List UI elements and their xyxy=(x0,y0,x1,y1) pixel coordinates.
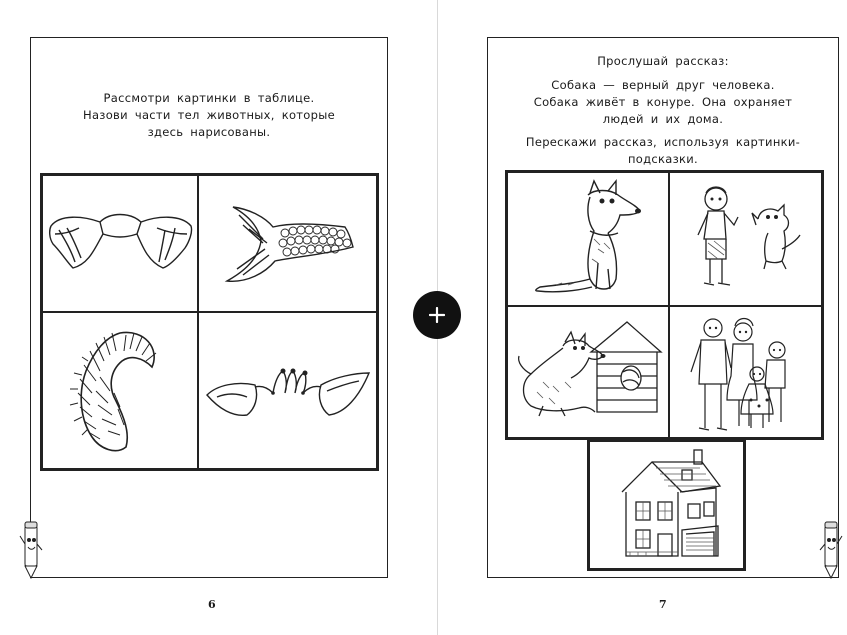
pencil-mascot-icon xyxy=(818,520,844,580)
right-picture-bottom xyxy=(587,439,746,571)
pencil-mascot-icon xyxy=(18,520,44,580)
house-illustration xyxy=(589,441,744,569)
instruction-line: Назови части тел животных, которые xyxy=(83,108,335,122)
animal-ears-illustration xyxy=(42,175,198,312)
left-instruction xyxy=(40,90,378,141)
story-title: Прослушай рассказ: xyxy=(597,54,729,68)
story-line: Собака — верный друг человека. xyxy=(551,78,775,92)
fish-tail-illustration xyxy=(198,175,377,312)
plus-icon xyxy=(429,307,445,323)
page-number-left: 6 xyxy=(208,598,216,611)
add-page-button[interactable] xyxy=(413,291,461,339)
squirrel-tail-illustration xyxy=(42,312,198,469)
page-number-right: 7 xyxy=(659,598,667,611)
story-line: Собака живёт в конуре. Она охраняет xyxy=(533,95,793,109)
dog-at-kennel-illustration xyxy=(507,306,669,438)
retell-task: Перескажи рассказ, используя картинки-подсказки. xyxy=(525,135,801,166)
sitting-dog-illustration xyxy=(507,172,669,306)
fox-ears-illustration xyxy=(198,312,377,469)
right-story xyxy=(492,53,834,168)
boy-with-dog-illustration xyxy=(669,172,822,306)
instruction-line: Рассмотри картинки в таблице. xyxy=(103,91,315,105)
instruction-line: здесь нарисованы. xyxy=(147,125,271,139)
story-line: людей и их дома. xyxy=(602,112,724,126)
left-picture-table xyxy=(40,173,379,471)
right-picture-table xyxy=(505,170,824,440)
family-illustration xyxy=(669,306,822,438)
